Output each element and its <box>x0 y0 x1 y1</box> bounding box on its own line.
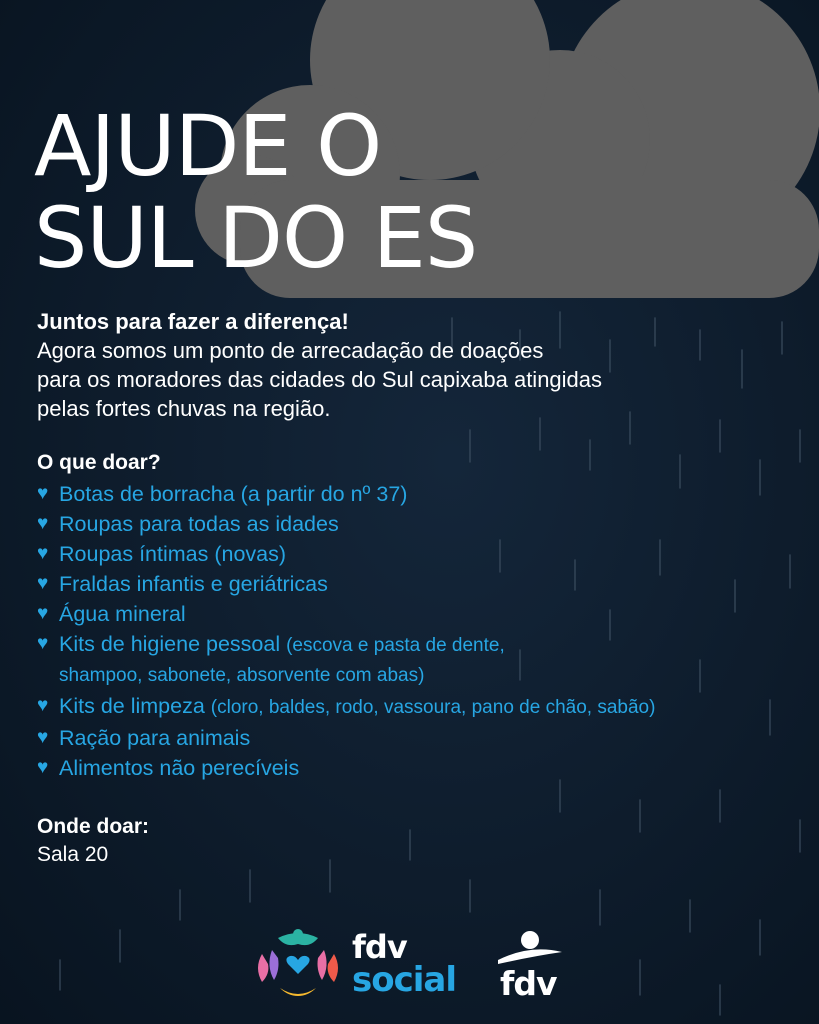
page-title <box>34 97 478 287</box>
item-text: Ração para animais <box>59 726 251 750</box>
item-text: Roupas íntimas (novas) <box>59 542 287 566</box>
list-item <box>37 569 797 599</box>
heart-icon: ♥ <box>37 573 49 594</box>
list-item <box>37 691 797 723</box>
heart-icon: ♥ <box>37 513 49 534</box>
heart-icon: ♥ <box>37 543 49 564</box>
social-word-fdv: fdv <box>352 928 407 966</box>
item-text: Fraldas infantis e geriátricas <box>59 572 328 596</box>
list-item <box>37 509 797 539</box>
intro-line-1: Agora somos um ponto de arrecadação de doações <box>37 338 544 363</box>
donation-list <box>37 479 797 783</box>
donate-heading: O que doar? <box>37 451 161 474</box>
fdv-social-wordmark <box>352 928 457 1000</box>
item-text: Kits de higiene pessoal <box>59 632 287 656</box>
intro-text <box>37 336 797 423</box>
list-item <box>37 753 797 783</box>
title-line-2: SUL DO ES <box>34 189 478 287</box>
intro-heading: Juntos para fazer a diferença! <box>37 309 349 334</box>
list-item <box>37 479 797 509</box>
fdv-wordmark: fdv <box>500 964 557 1003</box>
item-detail: (cloro, baldes, rodo, vassoura, pano de chão, sabão) <box>210 697 656 718</box>
fdv-social-emblem-icon <box>252 926 344 1002</box>
title-line-1: AJUDE O <box>34 97 382 195</box>
list-item <box>37 599 797 629</box>
where-value: Sala 20 <box>37 843 109 866</box>
item-text: Kits de limpeza <box>59 694 211 718</box>
heart-icon: ♥ <box>37 603 49 624</box>
heart-icon: ♥ <box>37 633 49 654</box>
item-text: Botas de borracha (a partir do nº 37) <box>59 482 408 506</box>
item-text: Água mineral <box>59 602 186 626</box>
intro-line-3: pelas fortes chuvas na região. <box>37 396 331 421</box>
social-word-social: social <box>352 960 457 1000</box>
heart-icon: ♥ <box>37 483 49 504</box>
list-item <box>37 723 797 753</box>
list-item <box>37 629 797 691</box>
main-content <box>37 308 797 869</box>
intro-line-2: para os moradores das cidades do Sul capixaba atingidas <box>37 367 603 392</box>
item-text: Roupas para todas as idades <box>59 512 339 536</box>
heart-icon: ♥ <box>37 695 49 716</box>
fdv-social-logo <box>252 926 472 1002</box>
item-detail: (escova e pasta de dente, <box>286 635 505 656</box>
item-text: Alimentos não perecíveis <box>59 756 300 780</box>
heart-icon: ♥ <box>37 757 49 778</box>
heart-icon: ♥ <box>37 727 49 748</box>
fdv-logo <box>494 930 566 1006</box>
list-item <box>37 539 797 569</box>
item-detail-continuation: shampoo, sabonete, absorvente com abas) <box>59 665 425 686</box>
where-heading: Onde doar: <box>37 815 150 838</box>
